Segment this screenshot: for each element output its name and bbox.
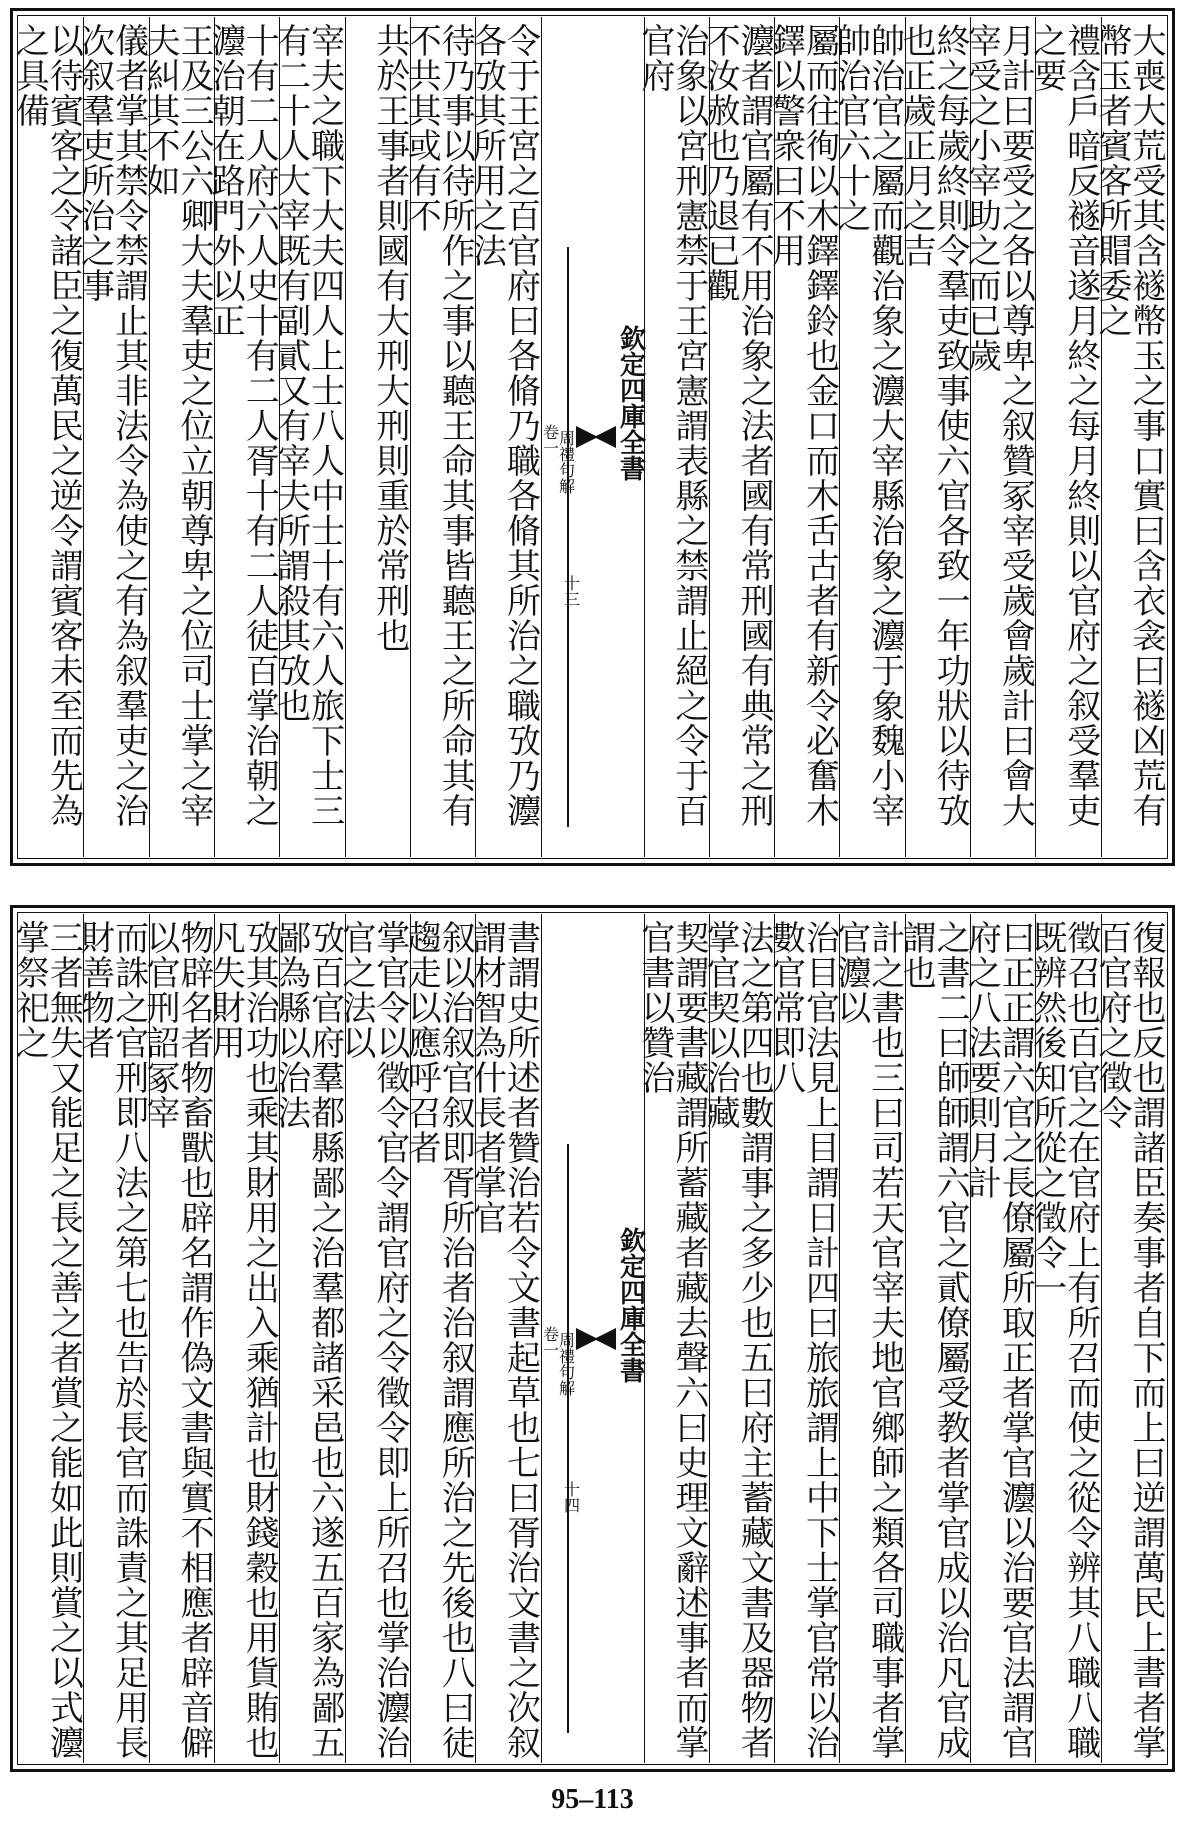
volume-label: 卷一 — [540, 1325, 560, 1358]
text-column: 攷其治功也乘其財用之出入乘猶計也財錢穀也用貨賄也凡失財用 — [214, 914, 279, 1763]
page-number: 95–113 — [551, 1784, 634, 1815]
text-column: 待乃事以待所作之事以聽王命其事皆聽王之所命其有不共其或有不 — [410, 17, 475, 857]
text-column: 而誅之官刑即八法之第七也告於長官而誅責之其足用長財善物者 — [83, 914, 148, 1763]
text-column: 王及三公六卿大夫羣吏之位立朝尊卑之位司士掌之宰夫糾其不如 — [149, 17, 214, 857]
text-column: 十有二人府六人史十有二人胥十有二人徒百掌治朝之灋治朝在路門外以正 — [214, 17, 279, 857]
text-column: 以待賓客之令諸臣之復萬民之逆令謂賓客未至而先為之具備 — [9, 23, 84, 828]
text-column: 書謂史所述者贊治若令文書起草也七曰胥治文書之次叙謂材智為什長者掌官 — [475, 914, 540, 1763]
text-column: 徵召也百官之在官府上有所召而使之從令辨其八職八職既辨然後知所從之徵令一 — [1035, 914, 1100, 1763]
text-column: 三者無失又能足之長之善之者賞之能如此則賞之以式灋掌祭祀之 — [9, 920, 84, 1760]
text-column: 治目官法見上目謂日計四曰旅旅謂上中下士掌官常以治數官常即八 — [774, 914, 839, 1763]
text-column: 攷百官府羣都縣鄙之治羣都諸采邑也六遂五百家為鄙五鄙為縣以治法 — [279, 914, 344, 1763]
text-column: 曰正正謂六官之長僚屬所取正者掌官灋以治要官法謂官府之八法要則月計 — [970, 914, 1035, 1763]
text-column: 掌官令以徵令官令謂官府之令徵令即上所召也掌治灋治官之法以 — [345, 914, 410, 1763]
text-column: 法之第四也數謂事之多少也五曰府主蓄藏文書及器物者掌官契以治藏 — [709, 914, 774, 1763]
text-column: 之書二曰師師謂六官之貳僚屬受教者掌官成以治凡官成謂也 — [905, 914, 970, 1763]
book-title: 周禮句解 — [556, 430, 576, 494]
book-title: 周禮句解 — [556, 1331, 576, 1396]
top-page — [10, 8, 1175, 866]
banner-center-line — [567, 247, 569, 827]
fishtail-mark-icon — [574, 422, 618, 452]
text-column: 儀者掌其禁令禁謂止其非法令為使之有為叙羣吏之治次叙羣吏所治之事 — [83, 17, 148, 857]
running-title: 欽定四庫全書 — [615, 325, 646, 481]
text-column: 共於王事者則國有大刑大刑則重於常刑也 — [345, 17, 410, 857]
top-columns — [9, 17, 1166, 857]
running-title: 欽定四庫全書 — [615, 1226, 646, 1383]
bottom-page — [10, 905, 1175, 1772]
center-banner — [541, 914, 644, 1763]
text-column: 契謂要書藏謂所蓄藏者藏去聲六曰史理文辭述事者而掌官書以贊治 — [644, 914, 709, 1763]
text-column: 復報也反也謂諸臣奏事者自下而上曰逆謂萬民上書者掌百官府之徵令 — [1101, 914, 1166, 1763]
fishtail-mark-icon — [574, 1324, 618, 1354]
folio-number: 十四 — [561, 1481, 581, 1513]
text-column: 令于王宮之百官府曰各脩乃職各脩其所治之職攷乃灋各攷其所用之法 — [475, 17, 540, 857]
text-column: 物辟名者物畜獸也辟名謂作偽文書與實不相應者辟音僻以官刑詔冢宰 — [149, 914, 214, 1763]
center-banner — [541, 17, 644, 857]
text-column: 灋者謂官屬有不用治象之法者國有常刑國有典常之刑不汝赦也乃退已觀 — [709, 17, 774, 857]
text-column: 叙以治叙官叙即胥所治者治叙謂應所治之先後也八曰徒趨走以應呼召者 — [410, 914, 475, 1763]
text-column: 禮含戶暗反襚音遂月終之每月終則以官府之叙受羣吏之要 — [1035, 17, 1100, 857]
text-column: 治象以宮刑憲禁于王宮憲謂表縣之禁謂止絕之令于百官府 — [644, 17, 709, 857]
text-column: 月計曰要受之各以尊卑之叙贊冢宰受歲會歲計曰會大宰受之小宰助之而已歲 — [970, 17, 1035, 857]
text-column: 大喪大荒受其含襚幣玉之事口實曰含衣衾曰襚凶荒有幣玉者賓客所賵委之 — [1101, 17, 1166, 857]
banner-center-line — [567, 1144, 569, 1733]
folio-number: 十三 — [561, 575, 581, 607]
text-column: 終之每歲終則令羣吏致事使六官各致一年功狀以待攷也正歲正月之吉 — [905, 17, 970, 857]
text-column: 宰夫之職下大夫四人上士八人中士十有六人旅下士三有二十人大宰既有副貳又有宰夫所謂殺其攷也 — [279, 17, 344, 857]
text-column: 計之書也三曰司若天官宰夫地官鄉師之類各司職事者掌官灋以 — [839, 914, 904, 1763]
bottom-columns — [9, 914, 1166, 1763]
volume-label: 卷一 — [540, 424, 560, 456]
text-column: 帥治官之屬而觀治象之灋大宰縣治象之灋于象魏小宰帥治官六十之 — [839, 17, 904, 857]
text-column: 屬而往徇以木鐸鐸鈴也金口而木舌古者有新令必奮木鐸以警衆曰不用 — [774, 17, 839, 857]
